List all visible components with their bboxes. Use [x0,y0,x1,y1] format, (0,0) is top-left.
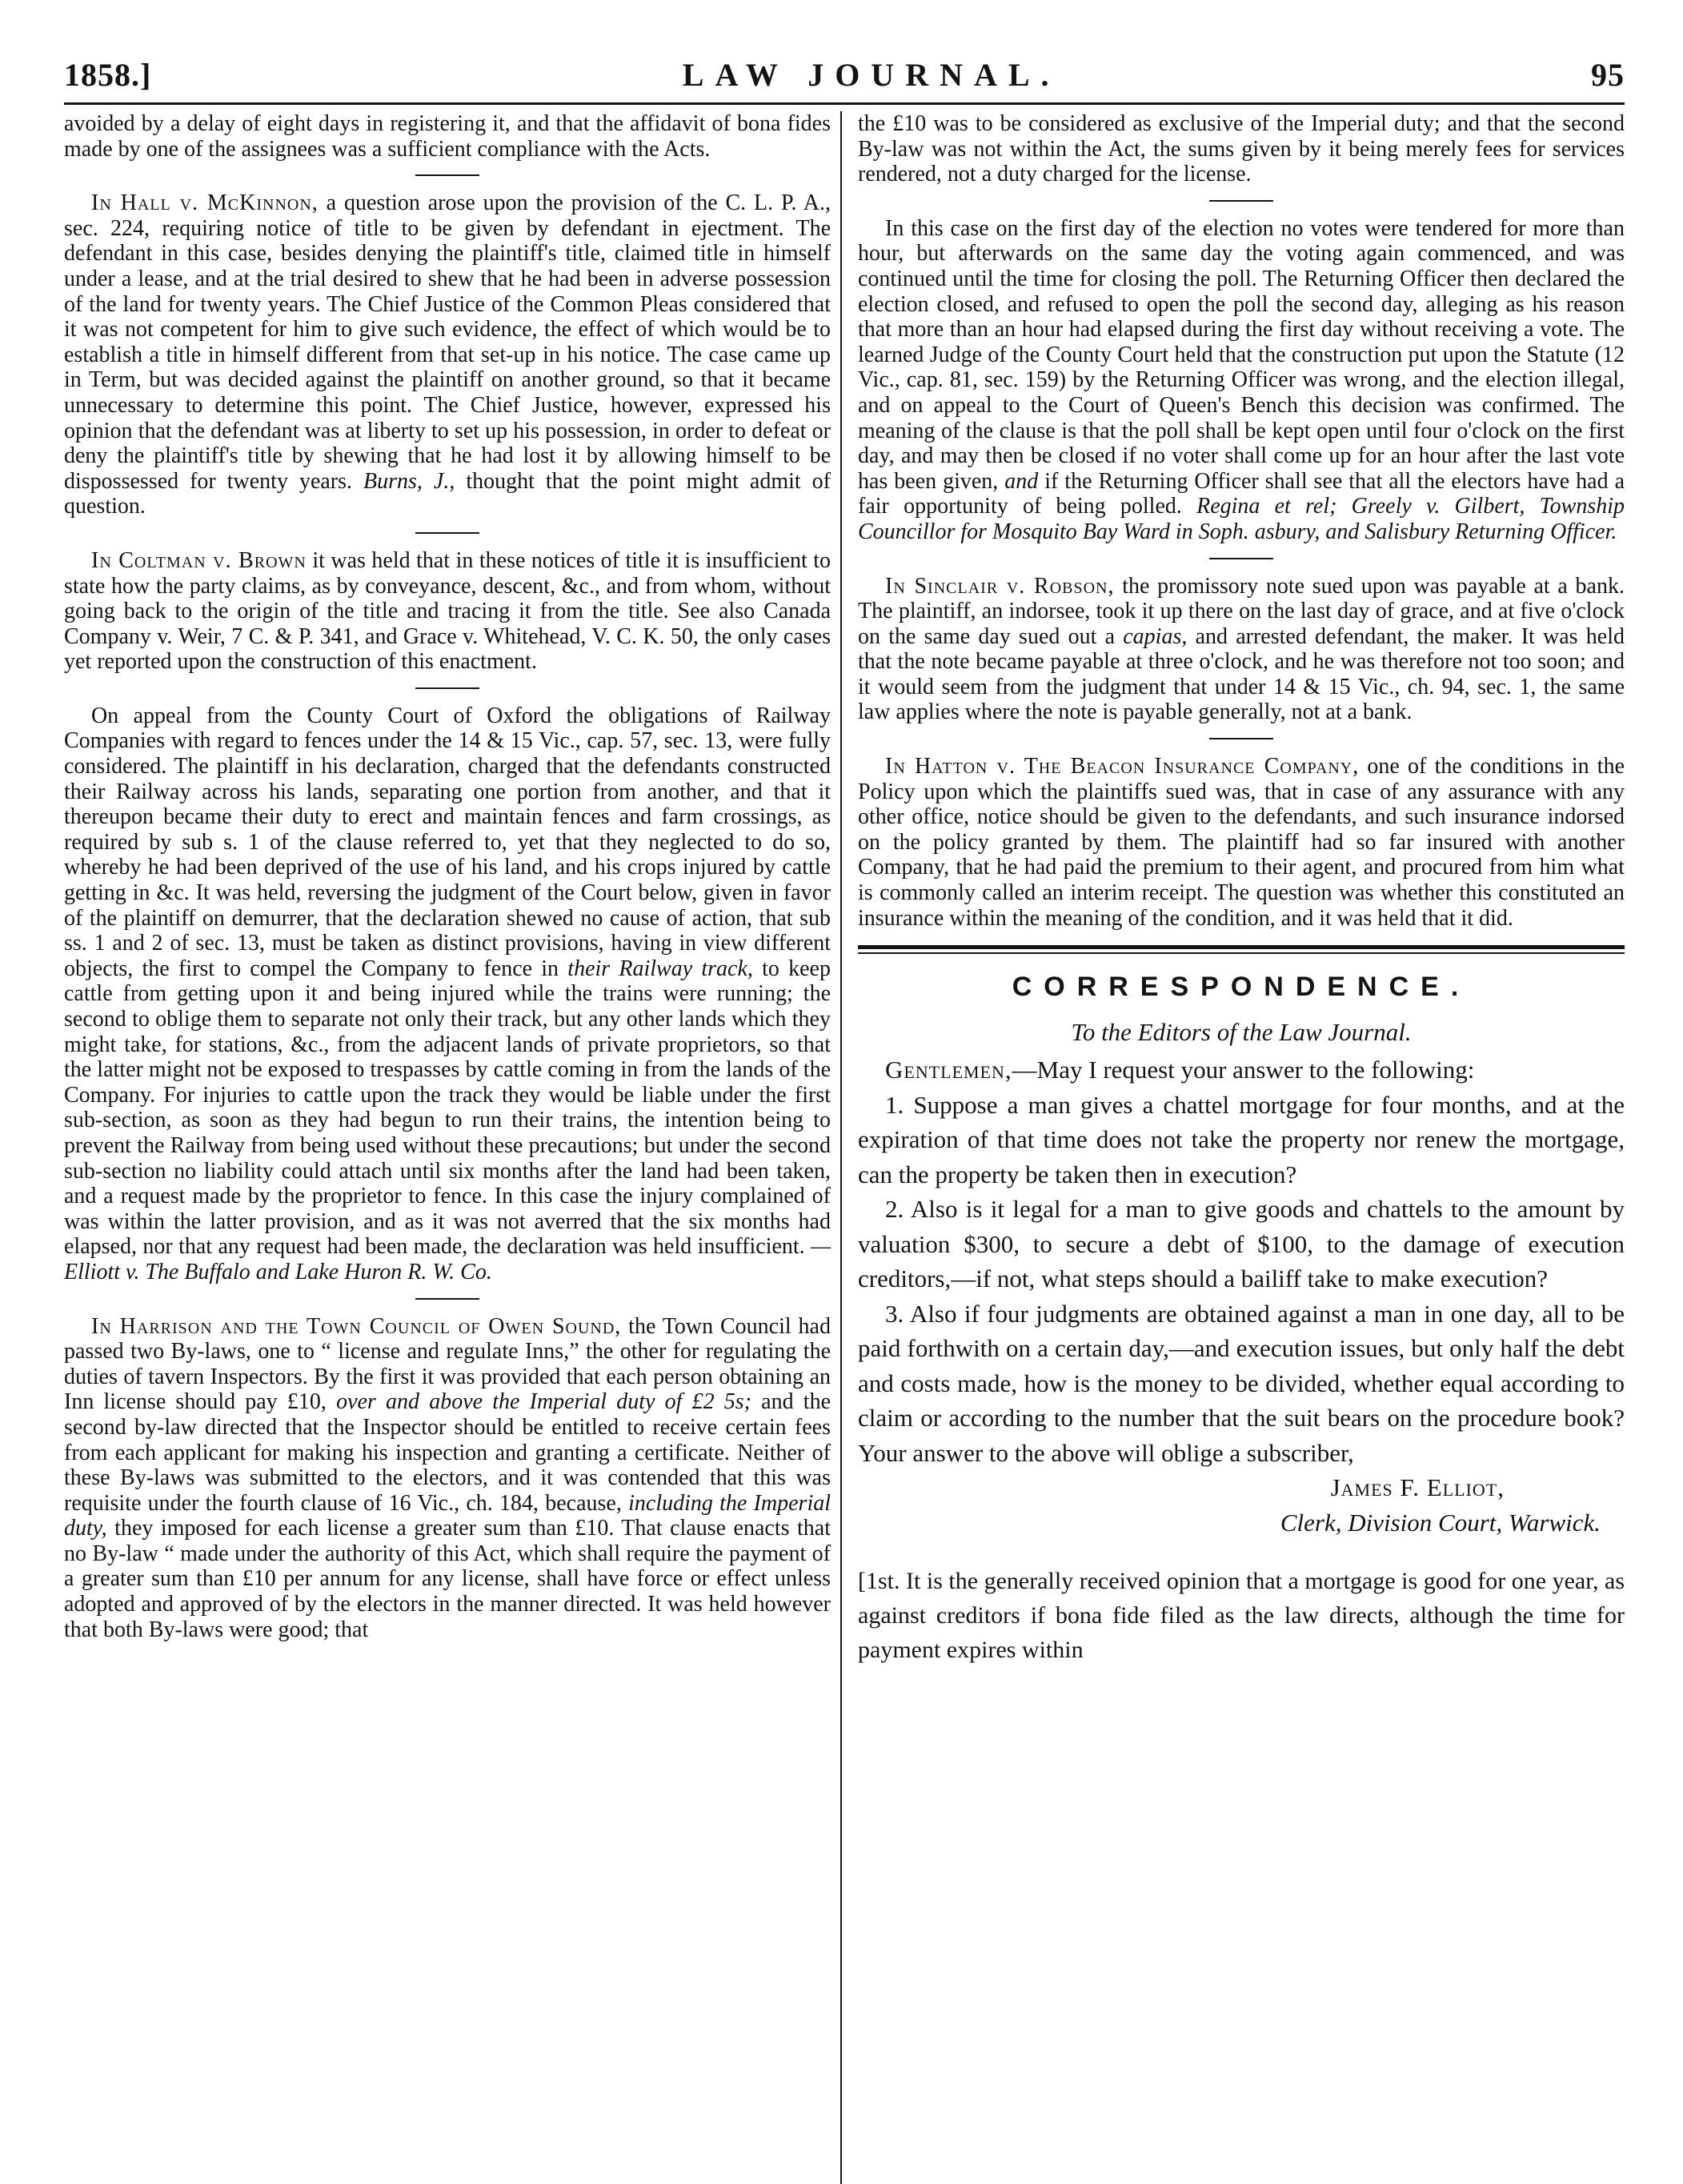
right-paragraph-sinclair-v-robson [858,574,1625,726]
correspondence-separator [858,945,1625,954]
section-rule [1209,558,1273,559]
editor-reply: [1st. It is the generally received opinion that a mortgage is good for one year, as against creditors if bona fide filed as the law directs, although the time for payment expires within [858,1568,1625,1664]
paragraph-text: a question arose upon the provision of the C. L. P. A., sec. 224, requiring notice of title to be given by defendant in ejectment. The defendant in this case, besides denying the plaintiff's title, claimed title in himself under a lease, and at the trial desired to shew that he had been in adverse possession of the land for twenty years. The Chief Justice of the Common Pleas considered that it was not competent for him to give such evidence, the effect of which would be to establish a title in himself different from that set-up in his notice. The case came up in Term, but was decided against the plaintiff on another ground, so that it became unnecessary to determine this point. The Chief Justice, however, expressed his opinion that the defendant was at liberty to set up his possession, in order to defeat or deny the plaintiff's title by shewing that he had lost it by allowing himself to be dispossessed for twenty years. [64,190,831,494]
two-column-body [64,111,1625,1667]
right-paragraph-election [858,216,1625,545]
case-name: In Coltman v. Brown [91,547,307,573]
paragraph-text-end: thought that the point might admit of question. [64,468,831,519]
paragraph-text-cont: and the second by-law directed that the Inspector should be entitled to receive certain fees from each applicant for making his inspection and granting a certificate. Neither of these By-laws was submitted to the electors, and it was contended that this was requisite under the fourth clause of 16 Vic., ch. 184, because, [64,1389,831,1516]
running-header [64,56,1625,105]
section-rule [1209,738,1273,739]
right-paragraph-hatton-v-beacon [858,754,1625,931]
judge-name: Burns, J., [352,468,455,494]
left-paragraph-hall-v-mckinnon [64,190,831,519]
letter-salutation [858,1052,1625,1088]
section-rule [415,174,479,176]
emphasis: their Railway track, [559,956,753,981]
paragraph-text-end: they imposed for each license a greater sum than £10. That clause enacts that no By-law “ made under the authority of this Act, which shall require the payment of a greater sum than £10 per annum for any license, shall have force or effect unless adopted and approved of by the electors in the manner directed. It was held however that both By-laws were good; that [64,1516,831,1642]
right-paragraph-continued: the £10 was to be considered as exclusive of the Imperial duty; and that the second By-law was not within the Act, the sums given by it being merely fees for services rendered, not a duty charged for the license. [858,111,1625,187]
emphasis: over and above the Imperial duty of £2 5s; [326,1389,751,1415]
paragraph-text-cont: if the Returning Officer shall see that all the electors have had a fair opportunity of being polled. [858,468,1625,519]
paragraph-text: On appeal from the County Court of Oxford the obligations of Railway Companies with regard to fences under the 14 & 15 Vic., cap. 57, sec. 13, were fully considered. The plaintiff in his declaration, charged that the defendants constructed their Railway across his lands, separating one portion from another, and that it thereupon became their duty to erect and maintain fences and farm crossings, as required by sub s. 1 of the clause referred to, yet that they neglected to do so, whereby he had been deprived of the use of his land, and his crops injured by cattle getting in &c. It was held, reversing the judgment of the Court below, given in favor of the plaintiff on demurrer, that the declaration shewed no cause of action, that sub ss. 1 and 2 of sec. 13, must be taken as distinct provisions, having in view different objects, the first to compel the Company to fence in [64,703,831,981]
letter-address: To the Editors of the Law Journal. [1071,1017,1412,1046]
journal-page [64,56,1625,1667]
section-rule [415,687,479,689]
case-name: In Sinclair v. Robson, [885,573,1115,599]
section-rule [415,532,479,534]
paragraph-text: it was held that in these notices of title it is insufficient to state how the party claims, as by conveyance, descent, &c., and from whom, without going back to the origin of the title and tracing it from the title. See also Canada Company v. Weir, 7 C. & P. 341, and Grace v. Whitehead, V. C. K. 50, the only cases yet reported upon the construction of this enactment. [64,547,831,675]
letter-question-2: 2. Also is it legal for a man to give goods and chattels to the amount by valuation $300, to secure a debt of $100, to the damage of execution creditors,—if not, what steps should a bailiff take to make execution? [858,1195,1625,1293]
signature-title: Clerk, Division Court, Warwick. [1280,1508,1601,1537]
case-citation: Regina et rel; Greely v. Gilbert, Township Councillor for Mosquito Bay Ward in Soph. asbury, and Salisbury Returning Officer. [858,494,1625,544]
case-name: In Hall v. McKinnon, [91,190,319,216]
letter-question-1: 1. Suppose a man gives a chattel mortgage for four months, and at the expiration of that time does not take the property nor renew the mortgage, can the property be taken then in execution? [858,1090,1625,1188]
left-paragraph-coltman-v-brown [64,548,831,675]
salutation-text: —May I request your answer to the following: [1012,1056,1475,1084]
left-column [64,111,844,1667]
paragraph-text: the Town Council had passed two By-laws, one to “ license and regulate Inns,” the other for regulating the duties of tavern Inspectors. By the first it was provided that each person obtaining an Inn license should pay £10, [64,1313,831,1415]
header-journal-title: LAW JOURNAL. [682,57,1060,93]
right-column [844,111,1625,1667]
signature-name: James F. Elliot, [1330,1473,1505,1502]
paragraph-text-cont: and arrested defendant, the maker. It was held that the note became payable at three o'clock, and he was therefore not too soon; and it would seem from the judgment that under 14 & 15 Vic., ch. 94, sec. 1, the same law applies where the note is payable generally, not at a bank. [858,623,1625,725]
column-divider [840,111,842,2184]
letter-question-3: 3. Also if four judgments are obtained against a man in one day, all to be paid forthwith on a certain day,—and execution issues, but only half the debt and costs made, how is the money to be divided, whether equal according to claim or according to the number that the suit bears on the procedure book? Your answer to the above will oblige a subscriber, [858,1299,1625,1467]
salutation-word: Gentlemen, [885,1056,1012,1084]
paragraph-text: the promissory note sued upon was payable at a bank. The plaintiff, an indorsee, took it up there on the last day of grace, and at five o'clock on the same day sued out a [858,573,1625,649]
section-rule [1209,200,1273,202]
emphasis: including the Imperial duty, [64,1490,831,1541]
case-name: In Harrison and the Town Council of Owen Sound, [91,1313,622,1339]
left-paragraph-continued: avoided by a delay of eight days in registering it, and that the affidavit of bona fides made by one of the assignees was a sufficient compliance with the Acts. [64,111,831,162]
emphasis: capias, [1115,623,1188,649]
case-name: In Hatton v. The Beacon Insurance Company, [885,754,1360,779]
header-year: 1858.] [64,57,152,93]
correspondence-heading: CORRESPONDENCE. [1012,972,1471,1003]
left-paragraph-railway-fences [64,703,831,1285]
case-citation: —Elliott v. The Buffalo and Lake Huron R. W. Co. [64,1234,831,1284]
section-rule [415,1298,479,1300]
paragraph-text-cont: to keep cattle from getting upon it and being injured while the trains were running; the second to oblige them to separate not only their track, but any other lands which they might take, for stations, &c., from the adjacent lands of private proprietors, so that the latter might not be exposed to trespasses by cattle coming in from the lands of the Company. For injuries to cattle upon the track they would be liable under the first sub-section, as soon as they had begun to run their trains, the intention being to prevent the Railway from being used without these precautions; but under the second sub-section no liability could attach until six months after the land had been taken, and a request made by the proprietor to fence. In this case the injury complained of was within the latter provision, and as it was not averred that the six months had elapsed, nor that any request had been made, the declaration was held insufficient. [64,956,831,1260]
header-page-number: 95 [1590,57,1625,93]
paragraph-text: In this case on the first day of the election no votes were tendered for more than hour, but afterwards on the same day the voting again commenced, and was continued until the time for closing the poll. The Returning Officer then declared the election closed, and refused to open the poll the second day, alleging as his reason that more than an hour had elapsed during the first day without receiving a vote. The learned Judge of the County Court held that the construction put upon the Statute (12 Vic., cap. 81, sec. 159) by the Returning Officer was wrong, and the election illegal, and on appeal to the Court of Queen's Bench this decision was confirmed. The meaning of the clause is that the poll shall be kept open until four o'clock on the first day, and may then be closed if no voter shall come up for an hour after the last vote has been given, [858,215,1625,494]
correspondence-letter [858,1015,1625,1541]
paragraph-text: one of the conditions in the Policy upon which the plaintiffs sued was, that in case of any assurance with any other office, notice should be given to the defendants, and such insurance indorsed on the policy granted by them. The plaintiff had so far insured with another Company, that he had paid the premium to their agent, and procured from him what is commonly called an interim receipt. The question was whether this constituted an insurance within the meaning of the condition, and it was held that it did. [858,754,1625,931]
left-paragraph-harrison-owen-sound [64,1314,831,1643]
emphasis: and [998,468,1039,494]
